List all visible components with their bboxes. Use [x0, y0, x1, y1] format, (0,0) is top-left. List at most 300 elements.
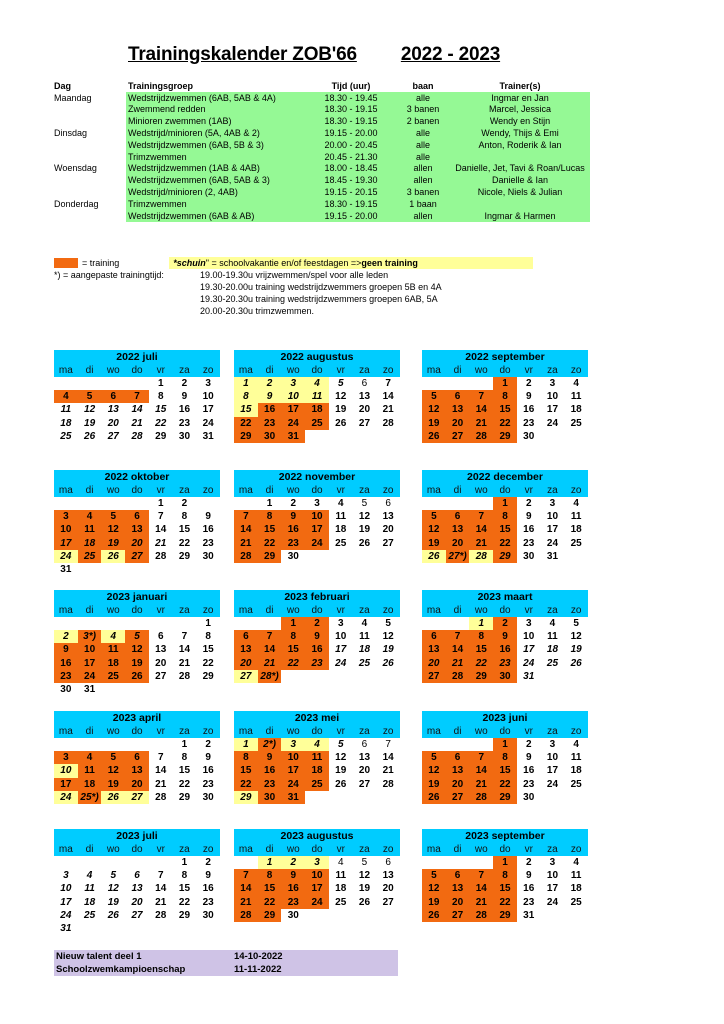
- day-cell: 17: [546, 883, 559, 895]
- day-cell: 23: [523, 778, 535, 790]
- day-cell: [101, 617, 125, 630]
- day-cell: 18: [84, 896, 96, 908]
- weekday-label: do: [499, 726, 511, 737]
- week-row: [422, 643, 588, 656]
- day-cell: 9: [258, 751, 282, 764]
- day-cell: 5: [110, 870, 117, 882]
- day-cell: 3: [54, 510, 78, 523]
- day-cell: 31: [546, 550, 559, 562]
- day-cell: 10: [546, 870, 559, 882]
- day-cell: [196, 922, 220, 935]
- day-cell: 25: [546, 657, 559, 669]
- weekday-label: ma: [58, 605, 73, 616]
- weekday-label: wo: [474, 844, 488, 855]
- row-time: 18.45 - 19.30: [306, 174, 396, 186]
- day-cell: 7: [234, 869, 258, 882]
- day-cell: [54, 856, 78, 869]
- weekday-label: do: [131, 365, 143, 376]
- day-cell: 15: [234, 764, 258, 777]
- weekday-label: wo: [106, 485, 120, 496]
- week-row: [54, 390, 220, 403]
- week-row: [234, 390, 400, 403]
- day-cell: 30: [287, 550, 299, 562]
- day-cell: 9: [525, 870, 532, 882]
- weekday-label: wo: [106, 605, 120, 616]
- day-cell: 1: [493, 738, 517, 751]
- day-cell: 26: [101, 791, 125, 804]
- week-row: [54, 751, 220, 764]
- day-cell: [329, 430, 353, 443]
- day-cell: 13: [382, 870, 394, 882]
- day-cell: 2*): [258, 738, 282, 751]
- day-cell: 19: [335, 765, 347, 777]
- day-cell: 6: [446, 390, 470, 403]
- week-row: [54, 882, 220, 895]
- day-cell: 22: [281, 657, 305, 670]
- day-cell: [125, 377, 149, 390]
- weekday-label: di: [453, 844, 462, 855]
- weekday-label: za: [359, 485, 370, 496]
- week-row: [234, 882, 400, 895]
- month-title: 2022 oktober: [54, 470, 220, 484]
- weekday-label: vr: [524, 844, 533, 855]
- day-cell: 1: [181, 739, 188, 750]
- day-cell: 21: [155, 896, 167, 908]
- day-cell: 29: [258, 550, 282, 563]
- day-cell: 10: [60, 883, 72, 895]
- day-cell: 28: [469, 791, 493, 804]
- day-cell: 30: [523, 550, 535, 562]
- weekday-label: za: [179, 485, 190, 496]
- day-cell: [101, 563, 125, 576]
- week-row: [54, 550, 220, 563]
- day-cell: 28: [469, 430, 493, 443]
- weekday-label: ma: [238, 726, 253, 737]
- day-cell: 16: [202, 765, 214, 777]
- header-baan: baan: [412, 80, 434, 91]
- week-row: [422, 869, 588, 882]
- day-cell: [541, 430, 565, 443]
- row-time: 18.30 - 19.15: [306, 198, 396, 210]
- day-cell: 23: [281, 537, 305, 550]
- day-cell: [564, 670, 588, 683]
- weekday-label: vr: [524, 485, 533, 496]
- day-cell: 10: [305, 510, 329, 523]
- day-cell: 3: [314, 498, 320, 509]
- day-cell: 18: [570, 765, 582, 777]
- weekday-label: ma: [238, 844, 253, 855]
- day-cell: 4: [573, 857, 579, 868]
- day-cell: 26: [101, 550, 125, 563]
- weekday-header: [422, 364, 588, 377]
- day-cell: 26: [422, 909, 446, 922]
- month-title: 2023 februari: [234, 590, 400, 604]
- day-cell: 22: [493, 778, 517, 791]
- day-cell: 1: [281, 617, 305, 630]
- row-time: 18.00 - 18.45: [306, 163, 396, 175]
- schedule-header: [54, 80, 590, 92]
- day-cell: 26: [422, 550, 446, 563]
- day-cell: 1: [181, 857, 188, 868]
- day-cell: 9: [305, 630, 329, 643]
- day-cell: 5: [101, 510, 125, 523]
- day-cell: 28: [446, 670, 470, 683]
- weekday-label: di: [85, 844, 94, 855]
- day-cell: 11: [60, 404, 72, 416]
- day-cell: 27: [125, 791, 149, 804]
- day-cell: [173, 563, 197, 576]
- day-cell: 16: [54, 657, 78, 670]
- day-cell: 27: [131, 909, 143, 921]
- row-group: Wedstrijdzwemmen (1AB & 4AB): [126, 163, 306, 175]
- week-row: [54, 922, 220, 935]
- day-cell: 30: [202, 550, 214, 562]
- day-cell: 5: [422, 751, 446, 764]
- day-cell: [78, 563, 102, 576]
- day-cell: 18: [78, 778, 102, 791]
- weekday-label: di: [265, 485, 274, 496]
- day-cell: 30: [287, 909, 299, 921]
- day-cell: 5: [78, 390, 102, 403]
- legend-schuin: [169, 257, 533, 269]
- day-cell: 28: [234, 550, 258, 563]
- day-cell: 7: [157, 752, 164, 764]
- day-cell: [564, 791, 588, 804]
- weekday-label: do: [499, 844, 511, 855]
- day-cell: 7: [157, 511, 164, 523]
- weekday-label: za: [547, 844, 558, 855]
- weekday-label: zo: [202, 726, 214, 737]
- day-cell: [376, 791, 400, 804]
- day-cell: 4: [361, 618, 368, 629]
- weekday-label: zo: [202, 485, 214, 496]
- day-cell: [125, 617, 149, 630]
- weekday-label: ma: [426, 726, 441, 737]
- day-cell: 29: [258, 909, 282, 922]
- day-cell: 10: [281, 751, 305, 764]
- day-cell: 26: [107, 909, 119, 921]
- day-cell: 11: [570, 391, 582, 403]
- week-row: [422, 523, 588, 536]
- day-cell: 7: [469, 869, 493, 882]
- week-row: [422, 497, 588, 510]
- month-title: 2022 juli: [54, 350, 220, 364]
- weekday-label: do: [499, 605, 511, 616]
- week-row: [54, 617, 220, 630]
- day-cell: 27: [155, 670, 167, 682]
- week-row: [422, 670, 588, 683]
- week-row: [54, 403, 220, 416]
- weekday-label: do: [499, 365, 511, 376]
- day-cell: 2: [525, 857, 532, 868]
- week-row: [422, 778, 588, 791]
- day-cell: 22: [469, 657, 493, 670]
- day-cell: 26: [358, 537, 371, 549]
- weekday-label: ma: [58, 485, 73, 496]
- day-cell: 9: [205, 752, 211, 764]
- schedule-row: [54, 139, 590, 151]
- day-cell: 14: [258, 643, 282, 656]
- day-cell: 11: [305, 751, 329, 764]
- day-cell: 10: [523, 631, 535, 643]
- day-cell: 17: [305, 523, 329, 536]
- weekday-label: do: [131, 844, 143, 855]
- day-cell: 9: [525, 511, 532, 523]
- day-cell: 16: [281, 523, 305, 536]
- week-row: [54, 683, 220, 696]
- header-tijd: Tijd (uur): [331, 80, 371, 91]
- week-row: [234, 417, 400, 430]
- day-cell: [125, 683, 149, 696]
- day-cell: 23: [178, 417, 191, 429]
- row-time: 20.00 - 20.45: [306, 139, 396, 151]
- week-row: [422, 630, 588, 643]
- day-cell: 25: [78, 550, 102, 563]
- weekday-label: di: [265, 726, 274, 737]
- day-cell: [125, 856, 149, 869]
- day-cell: [329, 791, 353, 804]
- day-cell: [125, 497, 149, 510]
- weekday-label: ma: [238, 365, 253, 376]
- day-cell: 19: [107, 896, 119, 908]
- day-cell: 23: [523, 896, 535, 908]
- legend: [54, 256, 554, 317]
- week-row: [54, 791, 220, 804]
- day-cell: 15: [281, 643, 305, 656]
- day-cell: [54, 738, 78, 751]
- day-cell: 2: [290, 498, 297, 509]
- week-row: [234, 377, 400, 390]
- day-cell: [54, 377, 78, 390]
- week-row: [54, 497, 220, 510]
- week-row: [234, 657, 400, 670]
- month-calendar: [234, 350, 400, 443]
- day-cell: 1: [205, 618, 211, 629]
- day-cell: 3: [281, 738, 305, 751]
- row-day: Donderdag: [54, 198, 99, 209]
- day-cell: 29: [178, 791, 191, 803]
- event-date: 14-10-2022: [234, 951, 283, 962]
- day-cell: 23: [202, 537, 214, 549]
- day-cell: [541, 670, 565, 683]
- day-cell: [469, 738, 493, 751]
- day-cell: 7: [157, 870, 164, 882]
- day-cell: 1: [234, 377, 258, 390]
- month-title: 2023 april: [54, 711, 220, 725]
- day-cell: 19: [358, 883, 371, 895]
- row-trainers: Marcel, Jessica: [450, 104, 590, 116]
- row-time: 19.15 - 20.00: [306, 127, 396, 139]
- day-cell: 14: [469, 882, 493, 895]
- week-row: [234, 430, 400, 443]
- day-cell: 31: [281, 791, 305, 804]
- day-cell: 29: [493, 430, 517, 443]
- day-cell: 5: [101, 751, 125, 764]
- weekday-label: di: [85, 485, 94, 496]
- day-cell: 20: [382, 524, 394, 536]
- day-cell: [101, 922, 125, 935]
- day-cell: 2: [281, 856, 305, 869]
- row-trainers: Ingmar en Jan: [450, 92, 590, 104]
- day-cell: 20: [125, 778, 149, 791]
- day-cell: 12: [358, 511, 371, 523]
- day-cell: [353, 670, 377, 683]
- day-cell: 4: [78, 751, 102, 764]
- row-trainers: Wendy, Thijs & Emi: [450, 127, 590, 139]
- weekday-label: ma: [238, 605, 253, 616]
- month-calendar: [234, 590, 400, 683]
- month-title: 2023 juli: [54, 829, 220, 843]
- weekday-label: za: [179, 365, 190, 376]
- day-cell: 12: [335, 391, 347, 403]
- legend-schuin-text: " = schoolvakantie en/of feestdagen =>: [205, 257, 362, 268]
- day-cell: 13: [446, 403, 470, 416]
- week-row: [54, 869, 220, 882]
- day-cell: 11: [547, 631, 558, 643]
- week-row: [54, 643, 220, 656]
- day-cell: 29: [493, 909, 517, 922]
- day-cell: 1: [493, 856, 517, 869]
- day-cell: [469, 497, 493, 510]
- weekday-label: vr: [336, 605, 345, 616]
- week-row: [422, 617, 588, 630]
- day-cell: 19: [422, 778, 446, 791]
- week-row: [422, 856, 588, 869]
- day-cell: [173, 922, 197, 935]
- day-cell: 24: [335, 657, 347, 669]
- day-cell: 8: [258, 869, 282, 882]
- day-cell: 5: [573, 618, 579, 629]
- week-row: [234, 791, 400, 804]
- day-cell: 16: [523, 524, 535, 536]
- week-row: [422, 657, 588, 670]
- day-cell: [376, 670, 400, 683]
- day-cell: [54, 617, 78, 630]
- day-cell: 13: [446, 882, 470, 895]
- events-box: [54, 950, 398, 976]
- row-day: Dinsdag: [54, 128, 88, 139]
- weekday-label: wo: [474, 365, 488, 376]
- day-cell: 11: [78, 764, 102, 777]
- week-row: [422, 550, 588, 563]
- weekday-label: za: [547, 726, 558, 737]
- weekday-label: vr: [336, 485, 345, 496]
- day-cell: 24: [305, 896, 329, 909]
- day-cell: 18: [570, 404, 582, 416]
- month-calendar: [234, 470, 400, 563]
- month-title: 2023 september: [422, 829, 588, 843]
- day-cell: 28: [178, 670, 191, 682]
- day-cell: 26: [382, 657, 394, 669]
- day-cell: 31: [84, 683, 96, 695]
- week-row: [54, 896, 220, 909]
- weekday-label: za: [547, 485, 558, 496]
- day-cell: [329, 670, 353, 683]
- day-cell: 17: [54, 537, 78, 550]
- day-cell: 23: [281, 896, 305, 909]
- weekday-label: do: [499, 485, 511, 496]
- day-cell: [446, 377, 470, 390]
- weekday-label: di: [265, 365, 274, 376]
- month-title: 2023 augustus: [234, 829, 400, 843]
- day-cell: 6: [446, 869, 470, 882]
- day-cell: 24: [546, 417, 559, 429]
- weekday-label: do: [311, 844, 323, 855]
- day-cell: 28: [469, 909, 493, 922]
- day-cell: 24: [546, 778, 559, 790]
- day-cell: 10: [54, 764, 78, 777]
- day-cell: 11: [335, 511, 347, 523]
- row-trainers: [450, 151, 590, 163]
- weekday-label: wo: [286, 844, 300, 855]
- day-cell: 4: [54, 390, 78, 403]
- month-title: 2022 september: [422, 350, 588, 364]
- row-baan: allen: [396, 163, 450, 175]
- day-cell: 14: [155, 524, 167, 536]
- day-cell: 17: [546, 765, 559, 777]
- day-cell: 9: [525, 391, 532, 403]
- day-cell: 10: [281, 390, 305, 403]
- week-row: [422, 377, 588, 390]
- day-cell: 12: [101, 764, 125, 777]
- week-row: [422, 896, 588, 909]
- day-cell: 12: [422, 764, 446, 777]
- day-cell: 16: [523, 883, 535, 895]
- weekday-label: di: [85, 726, 94, 737]
- day-cell: 3: [549, 857, 556, 868]
- day-cell: 10: [78, 643, 102, 656]
- day-cell: [149, 617, 173, 630]
- day-cell: 24: [546, 537, 559, 549]
- day-cell: 18: [60, 417, 72, 429]
- week-row: [234, 523, 400, 536]
- weekday-header: [234, 484, 400, 497]
- schedule-row: [54, 115, 590, 127]
- week-row: [54, 738, 220, 751]
- day-cell: [353, 430, 377, 443]
- day-cell: 3: [549, 378, 556, 389]
- weekday-header: [422, 604, 588, 617]
- day-cell: 24: [202, 417, 214, 429]
- legend-training: = training: [82, 257, 120, 268]
- day-cell: 11: [570, 511, 582, 523]
- row-time: 18.30 - 19.15: [306, 104, 396, 116]
- day-cell: 30: [258, 430, 282, 443]
- day-cell: 21: [234, 896, 258, 909]
- week-row: [422, 882, 588, 895]
- weekday-header: [54, 364, 220, 377]
- day-cell: 4: [549, 618, 556, 629]
- day-cell: 3: [281, 377, 305, 390]
- day-cell: 1: [157, 498, 164, 509]
- day-cell: 22: [178, 778, 191, 790]
- day-cell: 6: [101, 390, 125, 403]
- day-cell: 20: [131, 896, 143, 908]
- day-cell: 19: [125, 657, 149, 670]
- weekday-label: ma: [58, 726, 73, 737]
- day-cell: 4: [573, 498, 579, 509]
- day-cell: 25: [305, 417, 329, 430]
- row-baan: 3 banen: [396, 104, 450, 116]
- day-cell: 21: [469, 417, 493, 430]
- weekday-label: do: [311, 485, 323, 496]
- day-cell: 2: [54, 630, 78, 643]
- day-cell: 20: [446, 896, 470, 909]
- title-text: Trainingskalender ZOB'66: [128, 44, 357, 65]
- day-cell: 22: [178, 896, 191, 908]
- day-cell: 13: [446, 764, 470, 777]
- day-cell: 21: [178, 657, 191, 669]
